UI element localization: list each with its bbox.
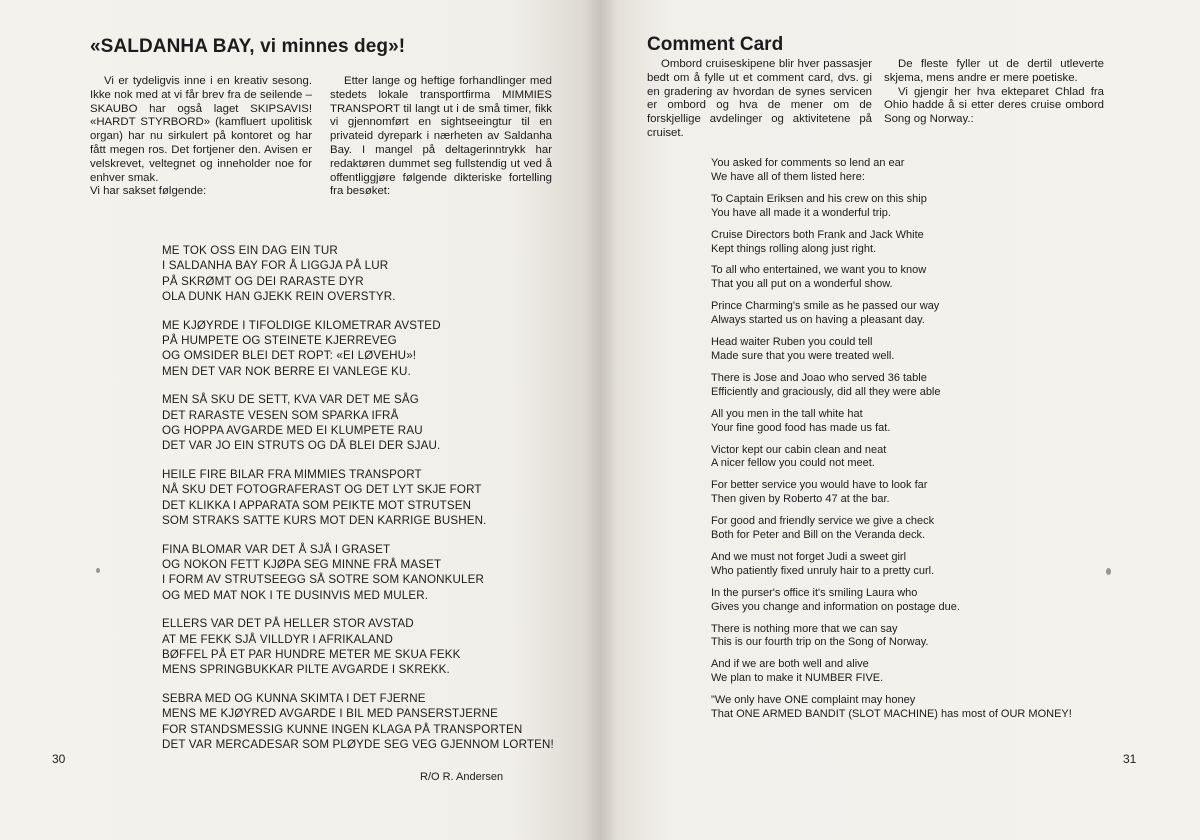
verse-line: Your fine good food has made us fat. (711, 421, 891, 434)
right-intro-paragraph-2a: De fleste fyller ut de dertil utleverte skjema, mens andre er mere poetiske. (884, 58, 1104, 84)
right-page-title: Comment Card (647, 34, 784, 55)
poem-line: OG OMSIDER BLEI DET ROPT: «EI LØVEHU»! (162, 349, 417, 363)
left-intro-paragraph: Vi er tydeligvis inne i en kreativ sesong. Ikke nok med at vi får brev fra de seilende – SKAUBO har også laget SKIPSAVIS! «HARDT STYRBORD» (kamfluert upolitisk organ) har nu sirkulert på kontoret og har fått megen ros. Det fortjener den. Avisen er velskrevet, veltegnet og inneholder noe for enhver smak. (90, 75, 312, 184)
verse-line: Who patiently fixed unruly hair to a pretty curl. (711, 564, 935, 577)
verse-line: To Captain Eriksen and his crew on this ship (711, 192, 927, 205)
verse-line: In the purser's office it's smiling Laura who (711, 586, 918, 599)
verse-line: Head waiter Ruben you could tell (711, 336, 873, 349)
page-number-right: 31 (1123, 752, 1137, 766)
poem-line: AT ME FEKK SJÅ VILLDYR I AFRIKALAND (162, 632, 393, 646)
verse (711, 229, 1131, 257)
verse (711, 408, 1131, 436)
verse-line: You asked for comments so lend an ear (711, 157, 905, 169)
verse-line: There is Jose and Joao who served 36 table (711, 371, 927, 384)
verse-line: For better service you would have to look far (711, 479, 928, 492)
verse (711, 336, 1131, 364)
left-intro-column-1 (90, 75, 312, 199)
verse (711, 264, 1131, 292)
poem-line: OLA DUNK HAN GJEKK REIN OVERSTYR. (162, 289, 396, 303)
poem-line: ME KJØYRDE I TIFOLDIGE KILOMETRAR AVSTED (162, 318, 441, 332)
poem-line: FOR STANDSMESSIG KUNNE INGEN KLAGA PÅ TRANSPORTEN (162, 722, 523, 736)
poem-line: PÅ HUMPETE OG STEINETE KJERREVEG (162, 333, 397, 347)
verse-line: To all who entertained, we want you to know (711, 264, 927, 277)
page-number-left: 30 (52, 752, 66, 766)
poem-stanza (162, 318, 582, 379)
verse-line: And we must not forget Judi a sweet girl (711, 550, 907, 563)
left-intro-paragraph-2: Etter lange og heftige forhandlinger med stedets lokale transportfirma MIMMIES TRANSPORT til langt ut i de små timer, fikk vi gjennomført en sightseeingtur til en privateid dyrepark i nærheten av Saldanha Bay. I mangel på deltagerinntrykk har redaktøren dummet seg fullstendig ut ved å offentliggjøre følgende dikteriske fortelling fra besøket: (330, 75, 552, 198)
verse (711, 587, 1131, 615)
verse (711, 372, 1131, 400)
paper-speck (1106, 568, 1111, 575)
poem-stanza (162, 243, 582, 304)
poem-stanza (162, 392, 582, 453)
poem-line: DET VAR MERCADESAR SOM PLØYDE SEG VEG GJENNOM LORTEN! (162, 738, 554, 752)
verse (711, 623, 1131, 651)
verse (711, 515, 1131, 543)
verse-line: This is our fourth trip on the Song of Norway. (711, 636, 929, 649)
verse-line: "We only have ONE complaint may honey (711, 694, 916, 707)
verse (711, 551, 1131, 579)
right-intro-column-1 (647, 58, 872, 141)
poem-stanza (162, 467, 582, 528)
verse-line: Always started us on having a pleasant day. (711, 314, 925, 327)
poem-line: HEILE FIRE BILAR FRA MIMMIES TRANSPORT (162, 468, 422, 482)
verse (711, 193, 1131, 221)
paper-speck (96, 568, 100, 573)
verse-line: And if we are both well and alive (711, 658, 869, 671)
poem-line: ME TOK OSS EIN DAG EIN TUR (162, 244, 338, 257)
signature: R/O R. Andersen (420, 771, 504, 783)
verse-line: We plan to make it NUMBER FIVE. (711, 672, 884, 685)
verse-line: Efficiently and graciously, did all they were able (711, 385, 941, 398)
verse (711, 658, 1131, 686)
left-intro-last-line: Vi har sakset følgende: (90, 185, 207, 198)
verse-line: Both for Peter and Bill on the Veranda deck. (711, 529, 926, 542)
poem-line: DET KLIKKA I APPARATA SOM PEIKTE MOT STRUTSEN (162, 498, 472, 512)
verse (711, 479, 1131, 507)
verse-line: A nicer fellow you could not meet. (711, 457, 875, 470)
poem-line: I SALDANHA BAY FOR Å LIGGJA PÅ LUR (162, 259, 389, 273)
poem-line: OG NOKON FETT KJØPA SEG MINNE FRÅ MASET (162, 558, 442, 572)
right-intro-paragraph: Ombord cruiseskipene blir hver passasjer bedt om å fylle ut et comment card, dvs. gi en gradering av hvordan de synes servicen er ombord og hva de mener om de forskjellige avdelinger og aktivitetene på cruiset. (647, 58, 872, 139)
poem-line: SOM STRAKS SATTE KURS MOT DEN KARRIGE BUSHEN. (162, 513, 487, 527)
poem-stanza (162, 691, 582, 752)
verse-line: Cruise Directors both Frank and Jack White (711, 228, 924, 241)
poem-stanza (162, 616, 582, 677)
poem-line: MENS SPRINGBUKKAR PILTE AVGARDE I SKREKK. (162, 663, 450, 677)
poem-line: MEN SÅ SKU DE SETT, KVA VAR DET ME SÅG (162, 393, 419, 407)
poem-line: OG MED MAT NOK I TE DUSINVIS MED MULER. (162, 588, 429, 602)
poem-line: I FORM AV STRUTSEEGG SÅ SOTRE SOM KANONKULER (162, 573, 485, 587)
comment-verses (711, 157, 1131, 730)
verse-line: Gives you change and information on postage due. (711, 600, 960, 613)
verse-line: We have all of them listed here: (711, 170, 865, 183)
poem-line: NÅ SKU DET FOTOGRAFERAST OG DET LYT SKJE FORT (162, 483, 482, 497)
verse (711, 157, 1131, 185)
verse-line: Then given by Roberto 47 at the bar. (711, 493, 890, 506)
poem (162, 243, 582, 766)
verse-line: All you men in the tall white hat (711, 407, 863, 420)
left-intro-column-2 (330, 75, 552, 199)
verse-line: Victor kept our cabin clean and neat (711, 443, 887, 456)
left-page-title: «SALDANHA BAY, vi minnes deg»! (90, 36, 406, 57)
poem-line: MEN DET VAR NOK BERRE EI VANLEGE KU. (162, 364, 411, 378)
verse-line: That ONE ARMED BANDIT (SLOT MACHINE) has most of OUR MONEY! (711, 708, 1072, 721)
poem-line: ELLERS VAR DET PÅ HELLER STOR AVSTAD (162, 617, 414, 631)
poem-stanza (162, 542, 582, 603)
poem-line: MENS ME KJØYRED AVGARDE I BIL MED PANSERSTJERNE (162, 707, 499, 721)
verse-line: Made sure that you were treated well. (711, 349, 895, 362)
verse-line: You have all made it a wonderful trip. (711, 206, 891, 219)
verse-line: Prince Charming's smile as he passed our way (711, 300, 940, 313)
poem-line: OG HOPPA AVGARDE MED EI KLUMPETE RAU (162, 423, 423, 437)
right-intro-column-2 (884, 58, 1104, 127)
verse (711, 300, 1131, 328)
verse (711, 444, 1131, 472)
right-page (600, 0, 1200, 840)
verse-line: There is nothing more that we can say (711, 622, 898, 635)
verse (711, 694, 1131, 722)
poem-line: FINA BLOMAR VAR DET Å SJÅ I GRASET (162, 542, 391, 556)
right-intro-paragraph-2b: Vi gjengir her hva ekteparet Chlad fra Ohio hadde å si etter deres cruise ombord Song og Norway.: (884, 85, 1104, 126)
poem-line: PÅ SKRØMT OG DEI RARASTE DYR (162, 274, 364, 288)
poem-line: DET VAR JO EIN STRUTS OG DÅ BLEI DER SJAU. (162, 439, 441, 453)
poem-line: BØFFEL PÅ ET PAR HUNDRE METER ME SKUA FEKK (162, 648, 461, 662)
verse-line: For good and friendly service we give a check (711, 515, 935, 528)
verse-line: That you all put on a wonderful show. (711, 278, 893, 291)
verse-line: Kept things rolling along just right. (711, 242, 877, 255)
poem-line: DET RARASTE VESEN SOM SPARKA IFRÅ (162, 408, 399, 422)
poem-line: SEBRA MED OG KUNNA SKIMTA I DET FJERNE (162, 692, 426, 706)
